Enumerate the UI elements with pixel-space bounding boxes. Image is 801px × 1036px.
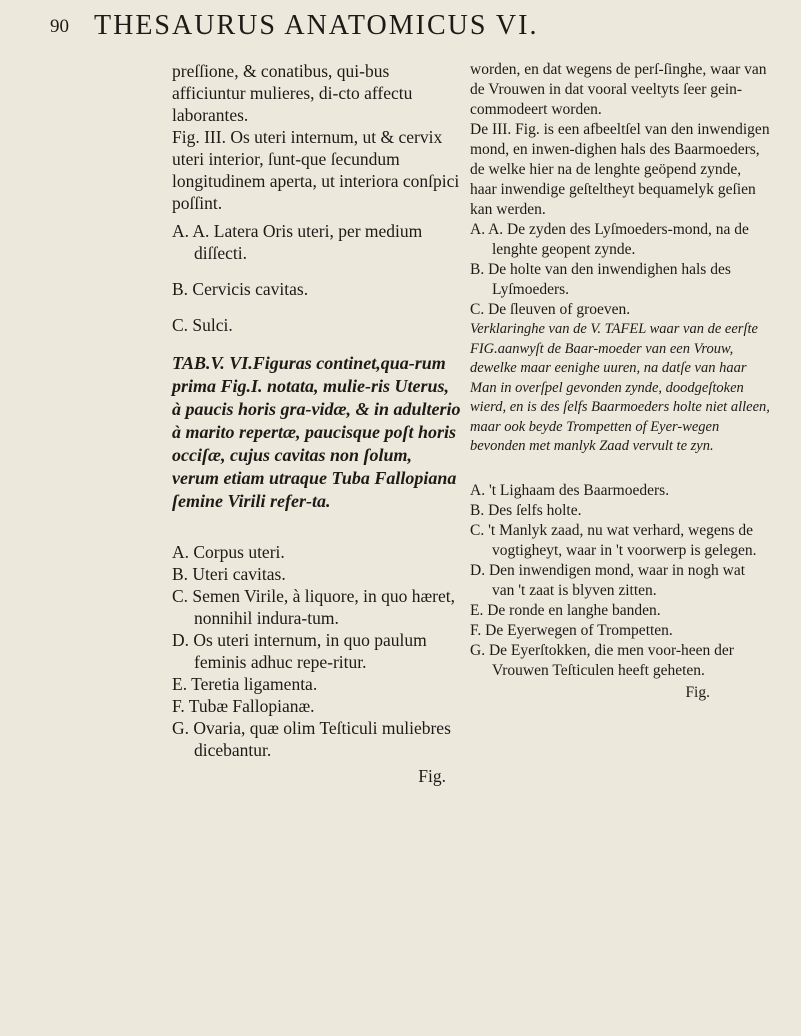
running-header bbox=[50, 10, 710, 46]
legend-item: G. De Eyerſtokken, die men voor-heen der Vrouwen Teſticulen heeft geheten. bbox=[470, 641, 734, 679]
dutch-catchword: Fig. bbox=[685, 683, 710, 701]
legend-item: D. Os uteri internum, in quo paulum feminis adhuc repe-ritur. bbox=[172, 630, 427, 672]
dutch-fig3-legend bbox=[470, 220, 770, 320]
legend-item: D. Den inwendigen mond, waar in nogh wat van 't zaat is blyven zitten. bbox=[470, 561, 746, 599]
latin-tab5-caption: TAB.V. VI.Figuras continet,qua-rum prima Fig.I. notata, mulie-ris Uterus, à paucis horis gra-vidæ, & in adulterio à marito repertæ, paucisque poſt horis occiſæ, cujus cavitas non ſolum, verum etiam utraque Tuba Fallopiana ſemine Virili refer-ta. bbox=[172, 353, 461, 511]
legend-item: B. Des ſelfs holte. bbox=[470, 501, 582, 519]
legend-item: C. 't Manlyk zaad, nu wat verhard, wegens de vogtigheyt, waar in 't voorwerp is gelegen. bbox=[470, 521, 757, 559]
latin-fig3-text: Fig. III. Os uteri internum, ut & cervix uteri interior, ſunt-que ſecundum longitudinem aperta, ut interiora conſpici poſſint. bbox=[172, 127, 460, 213]
dutch-fig3-text: De III. Fig. is een afbeeltſel van den inwendigen mond, en inwen-dighen hals des Baarmoeders, de welke hier na de lenghte geöpend zynde, haar inwendige geſteltheyt bequamelyk geſien kan werden. bbox=[470, 121, 770, 218]
latin-intro: preſſione, & conatibus, qui-bus afficiuntur mulieres, di-cto affectu laborantes. bbox=[172, 61, 413, 125]
legend-item: C. Semen Virile, à liquore, in quo hæret, nonnihil indura-tum. bbox=[172, 586, 455, 628]
running-title: THESAURUS ANATOMICUS VI. bbox=[94, 10, 539, 41]
legend-item: C. Sulci. bbox=[172, 315, 233, 335]
dutch-tab5-legend bbox=[470, 481, 770, 681]
legend-item: A. 't Lighaam des Baarmoeders. bbox=[470, 481, 670, 499]
latin-fig3-legend bbox=[172, 220, 462, 336]
legend-item: B. De holte van den inwendighen hals des Lyſmoeders. bbox=[470, 261, 731, 298]
legend-item: F. Tubæ Fallopianæ. bbox=[172, 696, 315, 716]
dutch-tab5-caption: Verklaringhe van de V. TAFEL waar van de eerſte FIG.aanwyſt de Baar-moeder van een Vrouw, dewelke maar eenighe uuren, na datſe van haar Man in overſpel gevonden zynde, doodgeſtoken wierd, en is des ſelfs Baarmoeders holte niet alleen, maar ook beyde Trompetten of Eyer-wegen bevonden met manlyk Zaad vervult te zyn. bbox=[470, 321, 770, 454]
latin-column bbox=[172, 60, 462, 787]
legend-item: F. De Eyerwegen of Trompetten. bbox=[470, 621, 673, 639]
legend-item: C. De ſleuven of groeven. bbox=[470, 301, 631, 318]
page-number: 90 bbox=[50, 16, 69, 37]
legend-item: A. A. Latera Oris uteri, per medium diſſecti. bbox=[172, 221, 423, 263]
dutch-column bbox=[470, 60, 770, 703]
dutch-intro: worden, en dat wegens de perſ-ſinghe, waar van de Vrouwen in dat vooral veeltyts ſeer gein-commodeert worden. bbox=[470, 61, 767, 118]
legend-item: E. Teretia ligamenta. bbox=[172, 674, 318, 694]
legend-item: A. Corpus uteri. bbox=[172, 542, 285, 562]
latin-catchword: Fig. bbox=[418, 766, 446, 786]
legend-item: E. De ronde en langhe banden. bbox=[470, 601, 661, 619]
legend-item: B. Uteri cavitas. bbox=[172, 564, 286, 584]
legend-item: G. Ovaria, quæ olim Teſticuli muliebres dicebantur. bbox=[172, 718, 451, 760]
latin-tab5-legend bbox=[172, 541, 462, 761]
legend-item: A. A. De zyden des Lyſmoeders-mond, na de lenghte geopent zynde. bbox=[470, 221, 749, 258]
legend-item: B. Cervicis cavitas. bbox=[172, 279, 309, 299]
